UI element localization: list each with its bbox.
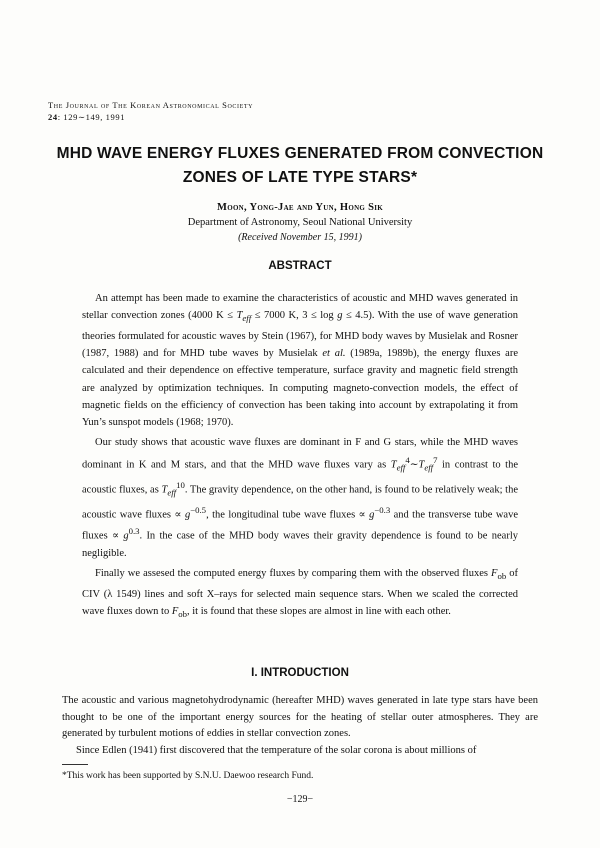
intro-paragraph-2: Since Edlen (1941) first discovered that the temperature of the solar corona is about millions of [76, 744, 477, 756]
title-line-1: MHD WAVE ENERGY FLUXES GENERATED FROM CONVECTION [56, 145, 544, 162]
journal-name: The Journal of The Korean Astronomical Society [48, 100, 254, 110]
paper-title [40, 142, 560, 190]
abstract-paragraph-3: Finally we assesed the computed energy fluxes by comparing them with the observed fluxes $F_{ob}$ of CIV (λ 1549) lines and soft X–rays for selected main sequence stars. When we scaled the corrected wave fluxes down to $F_{ob}$, it is found that these slopes are almost in line with each other. [82, 568, 518, 620]
journal-volume-pages [48, 111, 253, 123]
abstract-body [82, 290, 518, 627]
introduction-heading: I. INTRODUCTION [251, 667, 349, 679]
volume-number: 24 [48, 112, 58, 122]
author-names: Moon, Yong-Jae and Yun, Hong Sik [216, 202, 384, 213]
abstract-heading: ABSTRACT [268, 260, 332, 272]
intro-paragraph-1: The acoustic and various magnetohydrodynamic (hereafter MHD) waves generated in late type stars have been thought to be one of the important energy sources for the heating of stellar outer atmospheres. They are generated by turbulent motions of eddies in stellar convection zones. [62, 695, 538, 739]
author-block [40, 200, 560, 245]
page-number: −129− [286, 794, 314, 805]
page-range: : 129∼149, 1991 [57, 112, 126, 122]
footnote-rule [62, 764, 88, 765]
journal-header [48, 99, 253, 123]
abstract-paragraph-1: An attempt has been made to examine the characteristics of acoustic and MHD waves generated in stellar convection zones (4000 $K \le T_{eff} \le 7000$ K, 3 ≤ log g ≤ 4.5). With the use of wave generation theories formulated for acoustic waves by Stein (1967), for MHD body waves by Musielak and Rosner (1987, 1988) and for MHD tube waves by Musielak et al. (1989a, 1989b), the energy fluxes are calculated and their dependence on effective temperature, surface gravity and magnetic field strength are analyzed by optimization techniques. In computing magneto-convection models, the effect of magnetic fields on the efficiency of convection has been taking into account by extrapolating it from Yun’s sunspot models (1968; 1970). [82, 293, 519, 429]
abstract-paragraph-2: Our study shows that acoustic wave fluxes are dominant in F and G stars, while the MHD waves dominant in K and M stars, and that the MHD wave fluxes vary as $T_{eff}^4\sim T_{eff}^7$ in contrast to the acoustic fluxes, as $T_{eff}^{10}$. The gravity dependence, on the other hand, is found to be relatively weak; the acoustic wave fluxes ∝ $g^{-0.5}$, the longitudinal tube wave fluxes ∝ $g^{-0.3}$ and the transverse tube wave fluxes ∝ $g^{0.3}$. In the case of the MHD body waves their gravity dependence is found to be nearly negligible. [82, 437, 519, 560]
affiliation: Department of Astronomy, Seoul National University [187, 217, 413, 228]
received-date: (Received November 15, 1991) [238, 232, 362, 243]
footnote: *This work has been supported by S.N.U. Daewoo research Fund. [62, 771, 314, 781]
introduction-body [62, 693, 538, 759]
title-line-2: ZONES OF LATE TYPE STARS* [182, 169, 418, 186]
